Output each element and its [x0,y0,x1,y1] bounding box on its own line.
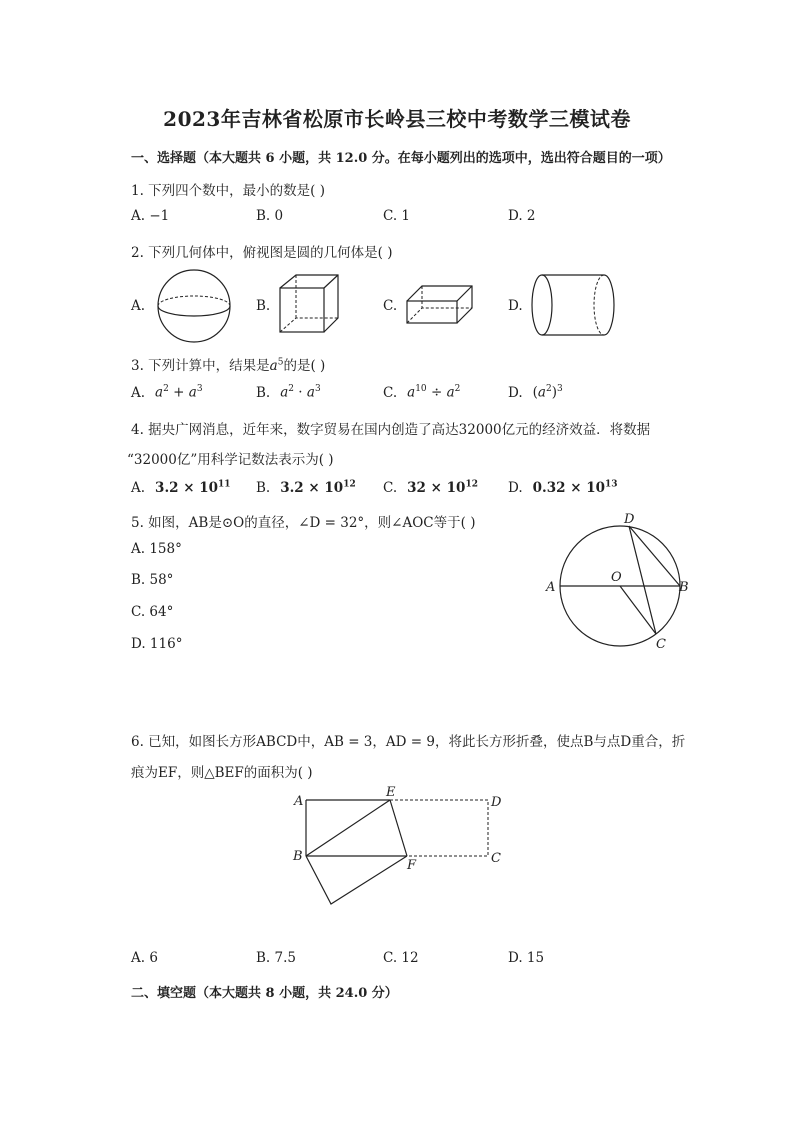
point-a-label: A [546,580,556,595]
point-b-label: B [293,849,303,864]
q3-stem-pre: 3. 下列计算中，结果是 [131,358,270,374]
section-1-heading: 一、选择题（本大题共 6 小题，共 12.0 分。在每小题列出的选项中，选出符合题目的一项） [131,151,671,166]
q1-option-c: C. 1 [383,208,411,224]
q3-option-c: C. $a^{10} \div a^2$ [383,384,461,401]
exam-title: 2023年吉林省松原市长岭县三校中考数学三模试卷 [163,107,631,131]
q2-label-a: A. [131,298,146,314]
point-f-label: F [407,858,417,873]
q1-option-d: D. 2 [508,208,536,224]
q6-option-d: D. 15 [508,950,545,966]
q4-option-d: D. $0.32 \times 10^{13}$ [508,479,618,496]
q5-option-d: D. 116° [131,636,183,652]
q6-option-b: B. 7.5 [256,950,296,966]
question-1-stem: 1. 下列四个数中，最小的数是( ) [131,183,325,199]
circle-diagram [540,510,700,655]
point-c-label: C [656,637,666,652]
q5-option-a: A. 158° [131,541,182,557]
q2-label-d: D. [508,298,523,314]
question-3-stem: 3. 下列计算中，结果是$a^5$的是( ) [131,357,326,374]
question-6-stem-line2: 痕为EF，则△BEF的面积为( ) [131,765,313,781]
sphere-equator-front [158,306,230,316]
question-4-stem-line1: 4. 据央广网消息，近年来，数字贸易在国内创造了高达32000亿元的经济效益．将数据 [131,422,651,438]
q6-option-c: C. 12 [383,950,419,966]
folded-flap [306,856,407,904]
question-6-stem-line1: 6. 已知，如图长方形ABCD中，AB = 3，AD = 9，将此长方形折叠，使点B与点D重合，折 [131,734,686,750]
segment-be [306,800,390,856]
question-5-stem: 5. 如图，AB是⊙O的直径，∠D = 32°，则∠AOC等于( ) [131,515,476,531]
q5-option-c: C. 64° [131,604,174,620]
point-o-label: O [611,570,622,585]
question-2-stem: 2. 下列几何体中，俯视图是圆的几何体是( ) [131,245,393,261]
point-e-label: E [386,786,396,800]
point-b-label: B [679,580,689,595]
q4-option-a: A. $3.2 \times 10^{11}$ [131,479,231,496]
sphere-equator-back [158,296,230,306]
section-2-heading: 二、填空题（本大题共 8 小题，共 24.0 分） [131,986,398,1001]
point-d-label: D [624,512,635,527]
cylinder-figure [528,272,618,338]
q4-option-b: B. $3.2 \times 10^{12}$ [256,479,356,496]
q3-option-a: A. $a^2 + a^3$ [131,384,203,401]
point-d-label: D [491,795,502,810]
rectangle-fold-diagram [290,786,510,910]
q2-label-c: C. [383,298,398,314]
cuboid-figure [404,283,476,327]
q3-option-d: D. $(a^2)^3$ [508,384,563,401]
point-a-label: A [294,794,304,809]
q6-option-a: A. 6 [131,950,158,966]
sphere-figure [153,268,237,344]
point-c-label: C [491,851,501,866]
sphere-outline [158,270,230,342]
q1-option-a: A. −1 [131,208,170,224]
q3-option-b: B. $a^2 \cdot a^3$ [256,384,321,401]
q4-option-c: C. $32 \times 10^{12}$ [383,479,478,496]
question-4-stem-line2: “32000亿”用科学记数法表示为( ) [127,452,334,468]
q5-option-b: B. 58° [131,572,174,588]
q2-label-b: B. [256,298,271,314]
cube-figure [276,272,342,338]
crease-ef [390,800,407,856]
q1-option-b: B. 0 [256,208,284,224]
q3-stem-post: 的是( ) [283,358,326,374]
